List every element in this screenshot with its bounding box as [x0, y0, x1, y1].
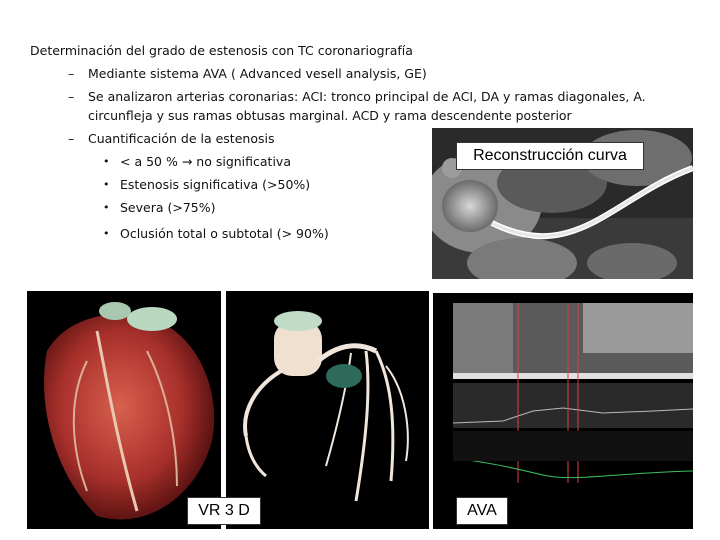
- vr-heart-image: [27, 291, 221, 529]
- ava-analysis-graphic: [433, 293, 693, 529]
- sub-bullet-marker: •: [103, 155, 110, 168]
- bullet-marker: –: [68, 131, 75, 146]
- ava-caption: AVA: [456, 497, 508, 525]
- arrow-right-icon: →: [181, 154, 193, 169]
- bullet-arteries-line2: circunfleja y sus ramas obtusas marginal. ACD y rama descendente posterior: [88, 108, 572, 123]
- bullet-quantification: Cuantificación de la estenosis: [88, 131, 275, 146]
- sub-bullet-text: < a 50 %: [120, 154, 178, 169]
- sub-bullet-text: no significativa: [196, 154, 291, 169]
- vr3d-coronary-image: [226, 291, 429, 529]
- sub-bullet-not-significant: [120, 154, 291, 170]
- slide-title: Determinación del grado de estenosis con TC coronariografía: [30, 43, 413, 58]
- bullet-ava-system: Mediante sistema AVA ( Advanced vesell analysis, GE): [88, 66, 427, 81]
- curved-reconstruction-caption: Reconstrucción curva: [456, 142, 644, 170]
- ava-analysis-image: [433, 293, 693, 529]
- bullet-marker: –: [68, 66, 75, 81]
- sub-bullet-marker: •: [103, 227, 110, 240]
- bullet-marker: –: [68, 89, 75, 104]
- vr-heart-graphic: [27, 291, 221, 529]
- sub-bullet-marker: •: [103, 178, 110, 191]
- vr3d-caption: VR 3 D: [187, 497, 261, 525]
- vr3d-coronary-graphic: [226, 291, 429, 529]
- sub-bullet-occlusion: Oclusión total o subtotal (> 90%): [120, 226, 329, 241]
- bullet-arteries-line1: Se analizaron arterias coronarias: ACI: tronco principal de ACI, DA y ramas diagonales, A.: [88, 89, 646, 104]
- sub-bullet-severe: Severa (>75%): [120, 200, 216, 215]
- sub-bullet-significant: Estenosis significativa (>50%): [120, 177, 311, 192]
- sub-bullet-marker: •: [103, 201, 110, 214]
